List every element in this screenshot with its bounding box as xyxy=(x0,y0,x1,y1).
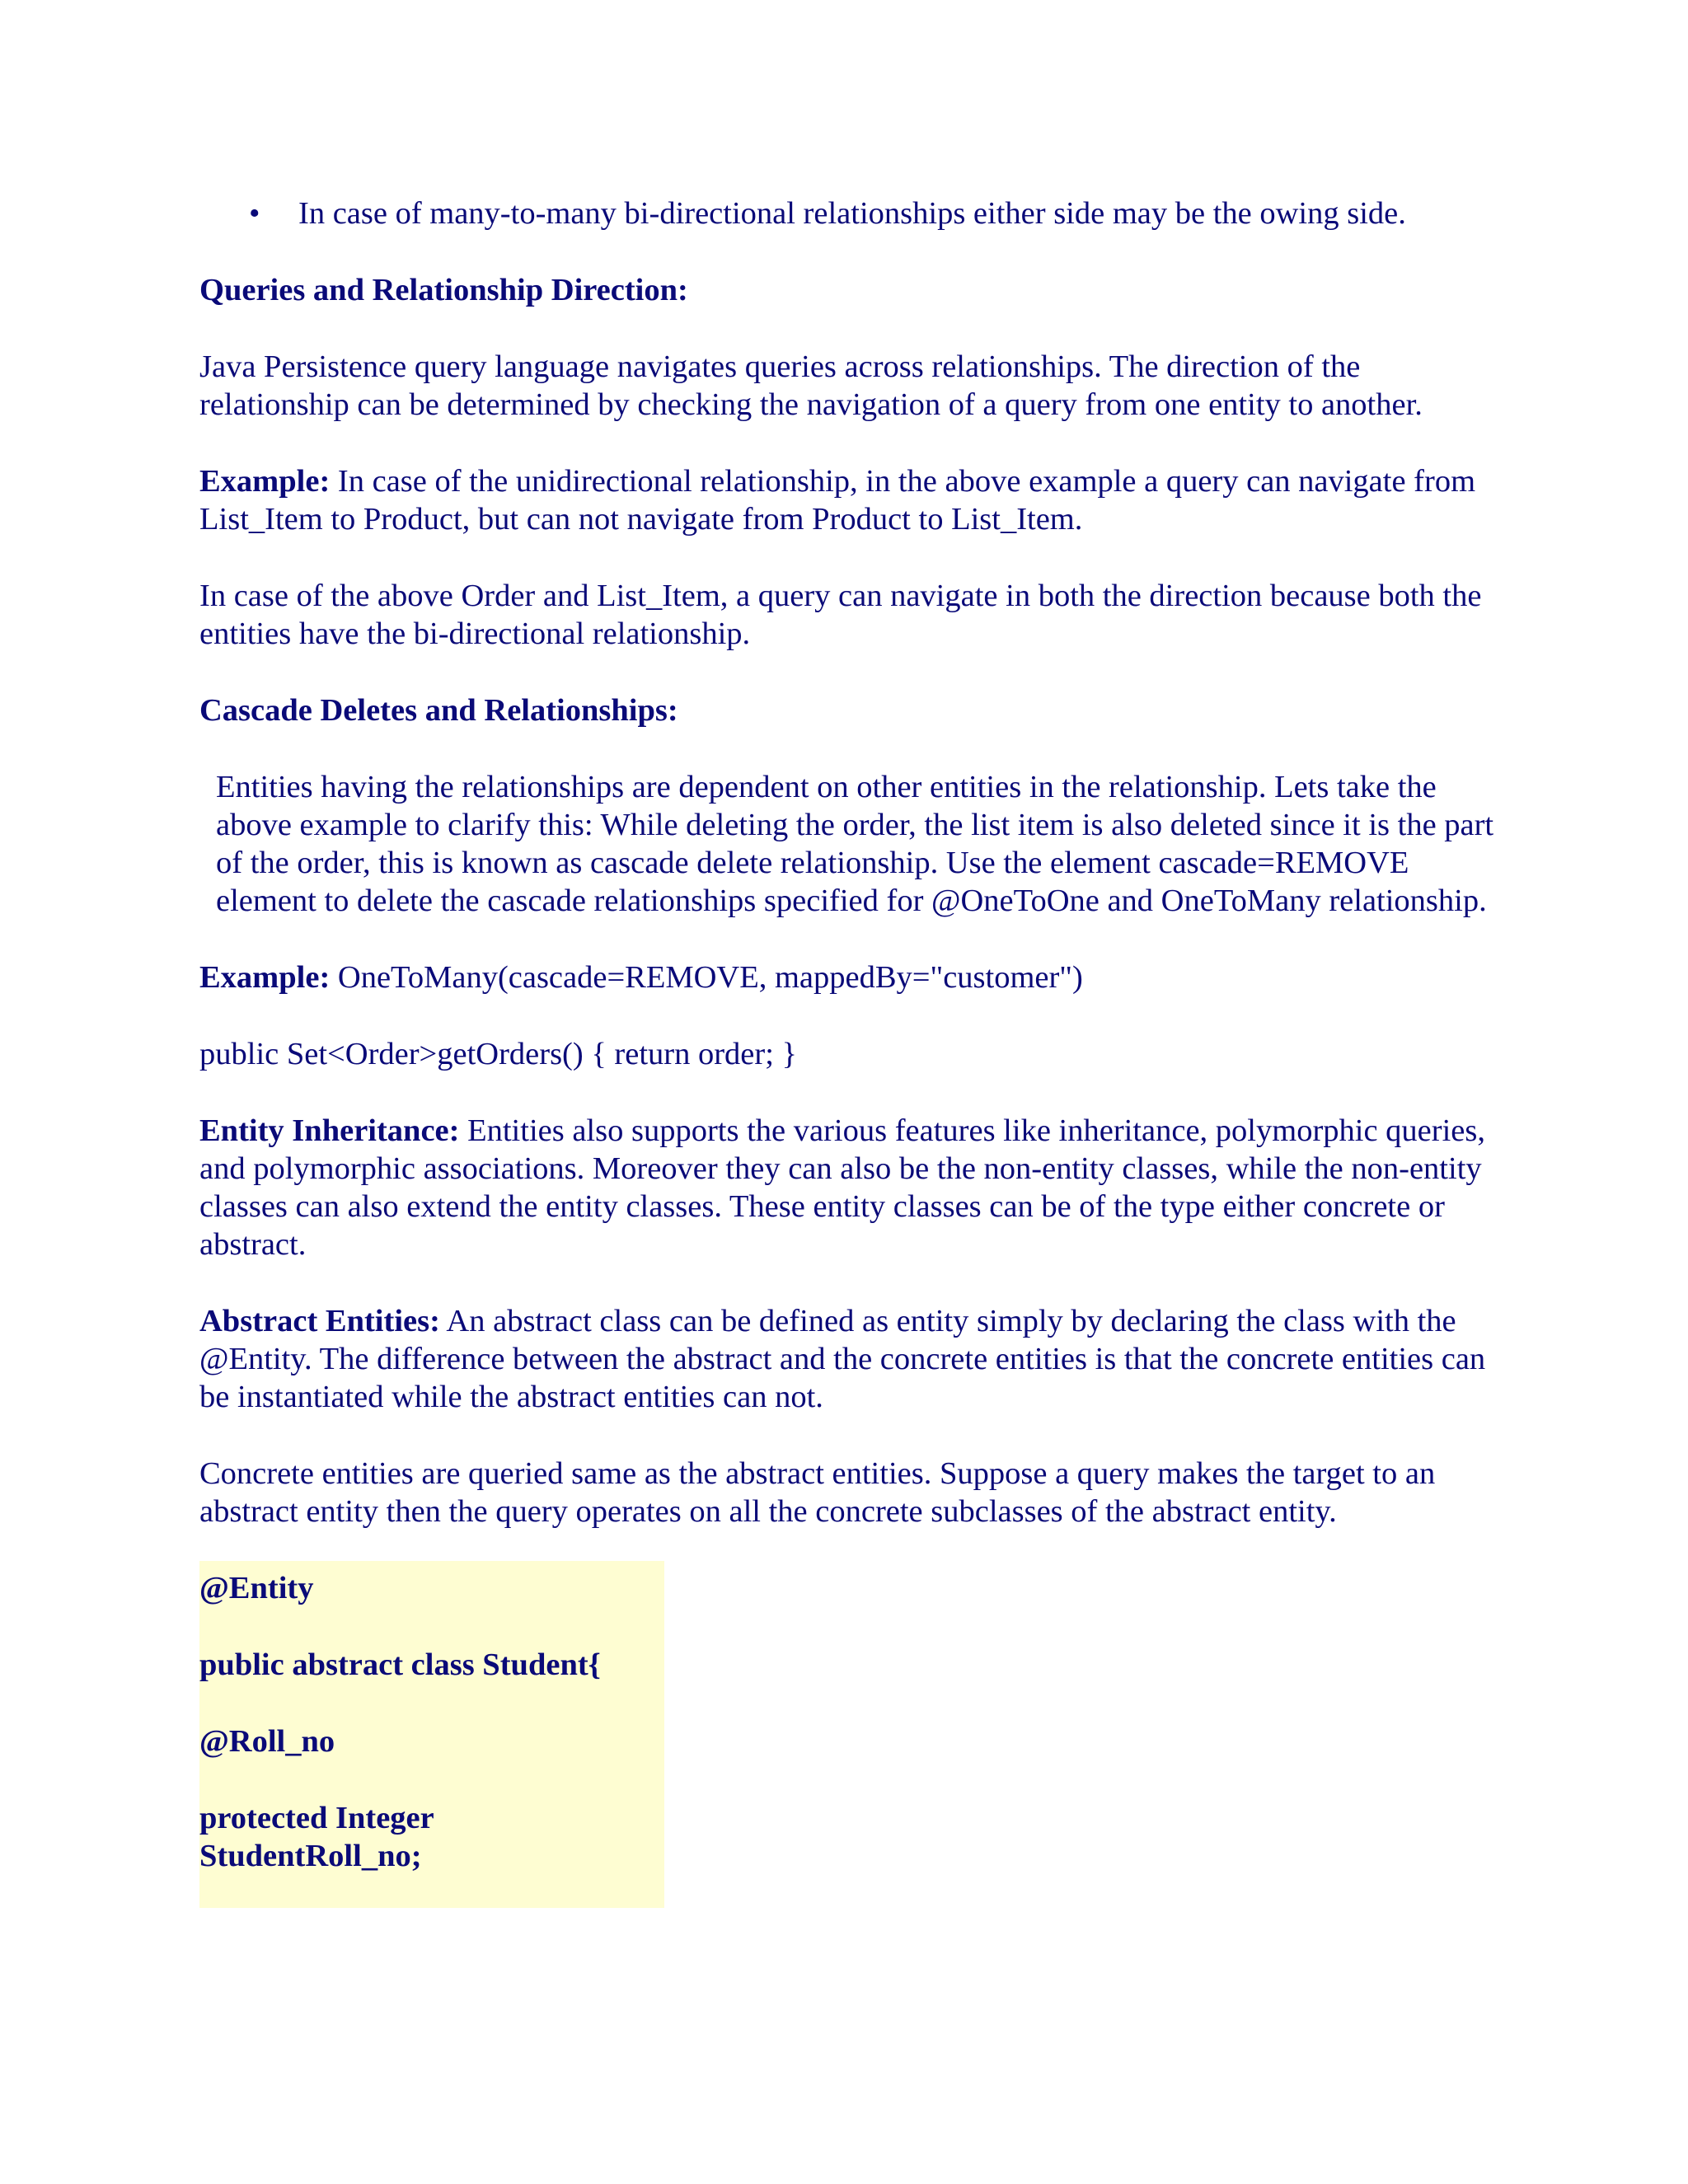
code-line: @Entity xyxy=(199,1571,314,1605)
code-line: protected Integer xyxy=(199,1801,434,1835)
abstract-lead: Abstract Entities: xyxy=(199,1304,440,1338)
abstract-text: An abstract class can be defined as entity simply by declaring the class with the @Entity. The difference between the abstract and the concrete entities is that the concrete entities can be instantiated while the abstract entities can not. xyxy=(199,1304,1486,1414)
code-line: StudentRoll_no; xyxy=(199,1839,422,1873)
paragraph-cascade: Entities having the relationships are dependent on other entities in the relationship. Lets take the above example to clarify this: While deleting the order, the list item is also deleted since it is the part of the order, this is known as cascade delete relationship. Use the element cascade=REMOVE element to delete the cascade relationships specified for @OneToOne and OneToMany relationship. xyxy=(216,770,1494,918)
bullet-item xyxy=(199,194,1502,232)
inheritance-text: Entities also supports the various features like inheritance, polymorphic queries, and polymorphic associations. Moreover they can also be the non-entity classes, while the non-entity classes can also extend the entity classes. These entity classes can be of the type either concrete or abstract. xyxy=(199,1113,1485,1262)
code-line: public abstract class Student{ xyxy=(199,1647,601,1682)
example-text: OneToMany(cascade=REMOVE, mappedBy="customer") xyxy=(330,960,1083,995)
heading-queries-direction: Queries and Relationship Direction: xyxy=(199,273,688,307)
inheritance-lead: Entity Inheritance: xyxy=(199,1113,460,1148)
example-text: In case of the unidirectional relationship, in the above example a query can navigate from List_Item to Product, but can not navigate from Product to List_Item. xyxy=(199,464,1476,537)
heading-cascade-deletes: Cascade Deletes and Relationships: xyxy=(199,693,678,728)
bullet-marker: • xyxy=(249,196,260,231)
code-block-student xyxy=(199,1561,664,1908)
paragraph-unidirectional-example xyxy=(199,462,1502,538)
document-body xyxy=(199,194,1502,1908)
paragraph-abstract-entities xyxy=(199,1302,1502,1416)
example-lead: Example: xyxy=(199,960,331,995)
code-line: @Roll_no xyxy=(199,1724,335,1759)
paragraph-bidirectional: In case of the above Order and List_Item, a query can navigate in both the direction because both the entities have the bi-directional relationship. xyxy=(199,579,1482,651)
bullet-text: In case of many-to-many bi-directional relationships either side may be the owing side. xyxy=(298,196,1406,231)
paragraph-query-language: Java Persistence query language navigates queries across relationships. The direction of the relationship can be determined by checking the navigation of a query from one entity to another. xyxy=(199,349,1423,422)
paragraph-cascade-example xyxy=(199,958,1502,996)
example-lead: Example: xyxy=(199,464,331,499)
code-line-get-orders: public Set<Order>getOrders() { return order; } xyxy=(199,1037,798,1071)
paragraph-concrete-entities: Concrete entities are queried same as the abstract entities. Suppose a query makes the target to an abstract entity then the query operates on all the concrete subclasses of the abstract entity. xyxy=(199,1456,1436,1529)
paragraph-entity-inheritance xyxy=(199,1112,1502,1263)
